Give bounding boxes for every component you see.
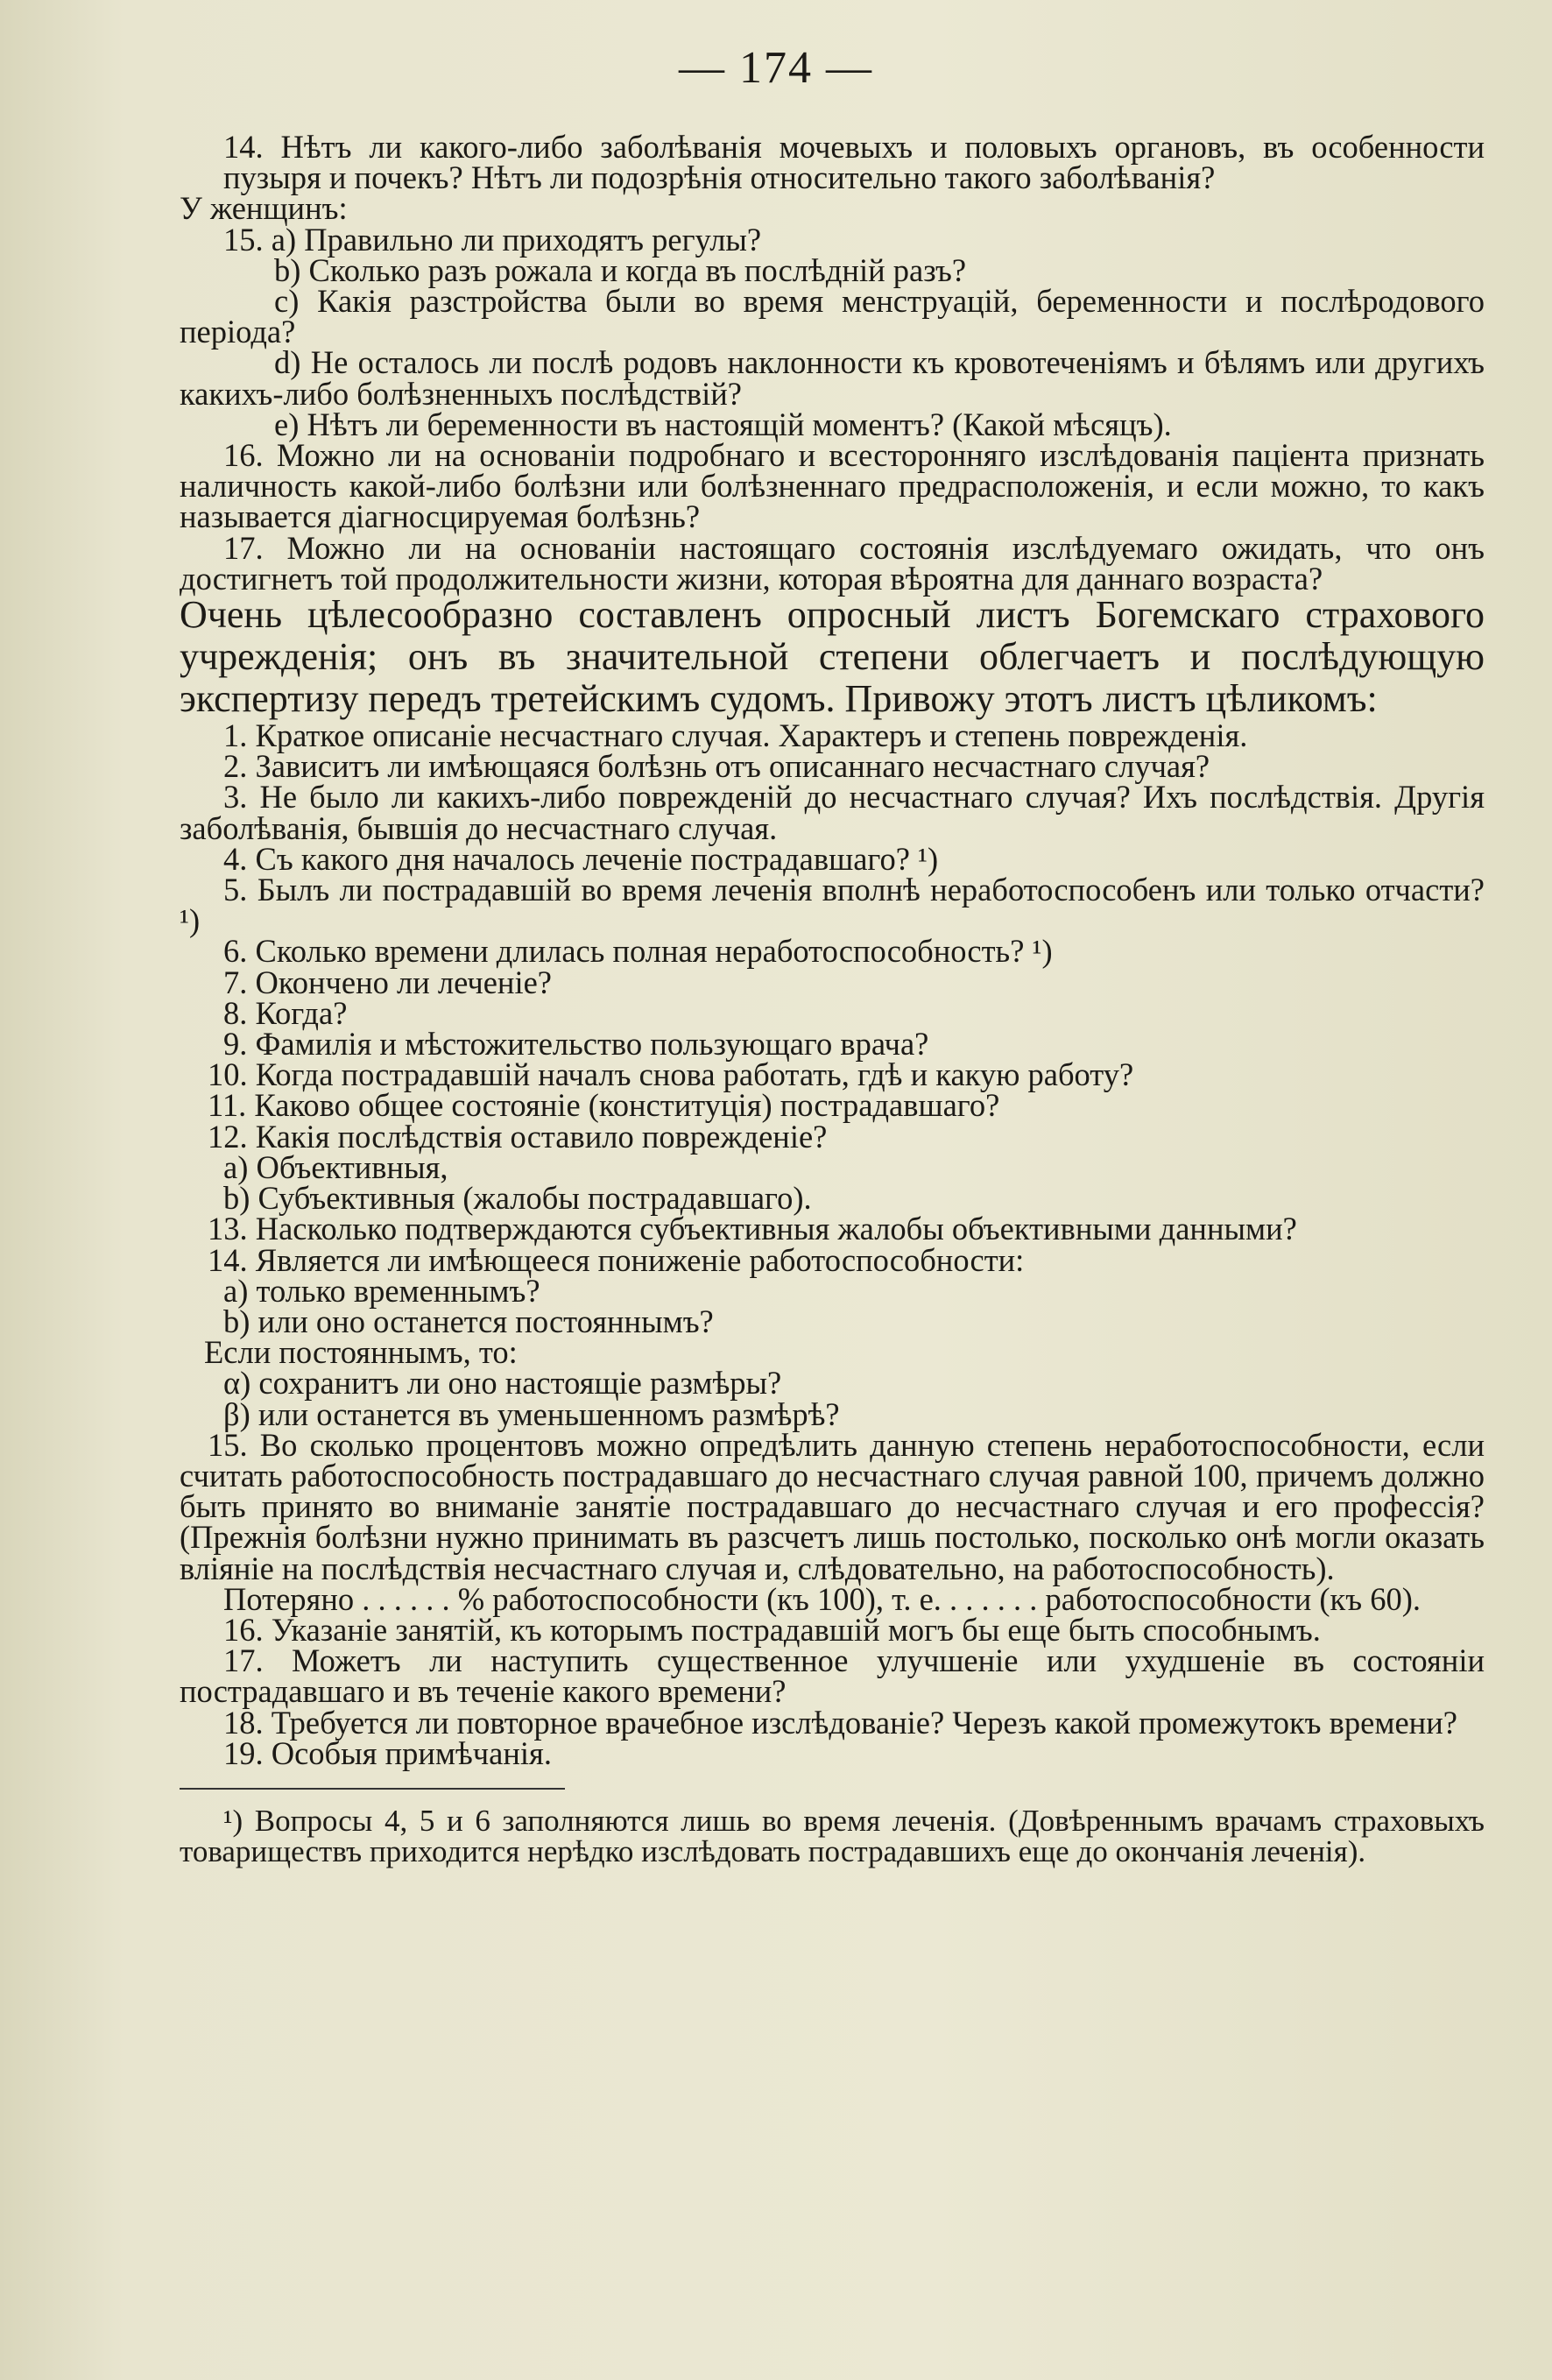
question-15b: b) Сколько разъ рожала и когда въ послѣдній разъ? [274, 251, 967, 288]
page-number: — 174 — [679, 43, 873, 93]
form-question-12a: a) Объективныя, [223, 1148, 448, 1185]
question-15c: c) Какія разстройства были во время менструацій, беременности и послѣродового періода? [180, 283, 1485, 350]
form-question-14b: b) или оно останется постояннымъ? [223, 1303, 714, 1339]
form-question-5: 5. Былъ ли пострадавшій во время леченія вполнѣ неработоспособенъ или только отчасти? ¹) [180, 872, 1485, 939]
form-question-6: 6. Сколько времени длилась полная неработоспособность? ¹) [223, 933, 1053, 970]
form-question-9: 9. Фамилія и мѣстожительство пользующаго врача? [223, 1026, 929, 1063]
form-question-1: 1. Краткое описаніе несчастнаго случая. Характеръ и степень поврежденія. [223, 717, 1248, 754]
form-question-11: 11. Каково общее состояніе (конституція) пострадавшаго? [208, 1087, 1000, 1124]
form-question-15: 15. Во сколько процентовъ можно опредѣлить данную степень неработоспособности, если считать работоспособность пострадавшаго до несчастнаго случая равной 100, причемъ должно быть принято во вниманіе занятіе пострадавшаго до несчастнаго случая и его профессія? (Прежнія болѣзни нужно принимать въ разсчетъ лишь постолько, посколько онѣ могли оказать вліяніе на послѣдствія несчастнаго случая и, слѣдовательно, на работоспособность). [180, 1426, 1485, 1586]
form-question-3: 3. Не было ли какихъ-либо поврежденій до несчастнаго случая? Ихъ послѣдствія. Другія заболѣванія, бывшія до несчастнаго случая. [180, 779, 1485, 846]
form-lost-capacity-line: Потеряно . . . . . . % работоспособности (къ 100), т. е. . . . . . . работоспособности (къ 60). [223, 1580, 1421, 1617]
question-15d: d) Не осталось ли послѣ родовъ наклонности къ кровотеченіямъ и бѣлямъ или другихъ какихъ-либо болѣзненныхъ послѣдствій? [180, 344, 1485, 412]
section-label-women: У женщинъ: [180, 190, 348, 227]
form-question-14-alpha: α) сохранитъ ли оно настоящіе размѣры? [223, 1365, 782, 1402]
page-body [180, 131, 1485, 1867]
form-question-17: 17. Можетъ ли наступить существенное улучшеніе или ухудшеніе въ состояніи пострадавшаго и въ теченіе какого времени? [180, 1642, 1485, 1710]
question-16: 16. Можно ли на основаніи подробнаго и всесторонняго изслѣдованія паціента признать наличность какой-либо болѣзни или болѣзненнаго предрасположенія, и если можно, то какъ называется діагносцируемая болѣзнь? [180, 437, 1485, 535]
form-question-14-beta: β) или останется въ уменьшенномъ размѣрѣ? [223, 1395, 840, 1432]
form-question-4: 4. Съ какого дня началось леченіе пострадавшаго? ¹) [223, 840, 939, 877]
question-17: 17. Можно ли на основаніи настоящаго состоянія изслѣдуемаго ожидать, что онъ достигнетъ той продолжительности жизни, которая вѣроятна для даннаго возраста? [180, 529, 1485, 597]
form-question-12b: b) Субъективныя (жалобы пострадавшаго). [223, 1180, 812, 1217]
form-question-7: 7. Окончено ли леченіе? [223, 964, 552, 1000]
form-question-13: 13. Насколько подтверждаются субъективныя жалобы объективными данными? [208, 1211, 1297, 1247]
form-question-14a: a) только временнымъ? [223, 1272, 540, 1309]
form-question-12: 12. Какія послѣдствія оставило поврежденіе? [208, 1118, 828, 1155]
form-question-2: 2. Зависитъ ли имѣющаяся болѣзнь отъ описаннаго несчастнаго случая? [223, 748, 1210, 785]
form-question-8: 8. Когда? [223, 994, 348, 1031]
form-question-14: 14. Является ли имѣющееся пониженіе работоспособности: [208, 1241, 1025, 1278]
footnote: ¹) Вопросы 4, 5 и 6 заполняются лишь во время леченія. (Довѣреннымъ врачамъ страховыхъ товариществъ приходится нерѣдко изслѣдовать пострадавшихъ еще до окончанія леченія). [180, 1803, 1485, 1868]
question-15a: 15. a) Правильно ли приходятъ регулы? [223, 221, 762, 258]
form-question-18: 18. Требуется ли повторное врачебное изслѣдованіе? Черезъ какой промежутокъ времени? [223, 1704, 1457, 1741]
footnote-divider [180, 1788, 565, 1790]
form-question-10: 10. Когда пострадавшій началъ снова работать, гдѣ и какую работу? [208, 1056, 1134, 1093]
form-question-14-if-permanent: Если постояннымъ, то: [204, 1334, 518, 1371]
question-14: 14. Нѣтъ ли какого-либо заболѣванія мочевыхъ и половыхъ органовъ, въ особенности пузыря и почекъ? Нѣтъ ли подозрѣнія относительно такого заболѣванія? [223, 129, 1485, 196]
intro-paragraph: Очень цѣлесообразно составленъ опросный листъ Богемскаго страхового учрежденія; онъ въ значительной степени облегчаетъ и послѣдующую экспертизу передъ третейскимъ судомъ. Привожу этотъ листъ цѣликомъ: [180, 593, 1485, 721]
form-question-19: 19. Особыя примѣчанія. [223, 1734, 552, 1771]
form-question-16: 16. Указаніе занятій, къ которымъ пострадавшій могъ бы еще быть способнымъ. [223, 1611, 1321, 1648]
question-15e: e) Нѣтъ ли беременности въ настоящій моментъ? (Какой мѣсяцъ). [274, 406, 1172, 442]
